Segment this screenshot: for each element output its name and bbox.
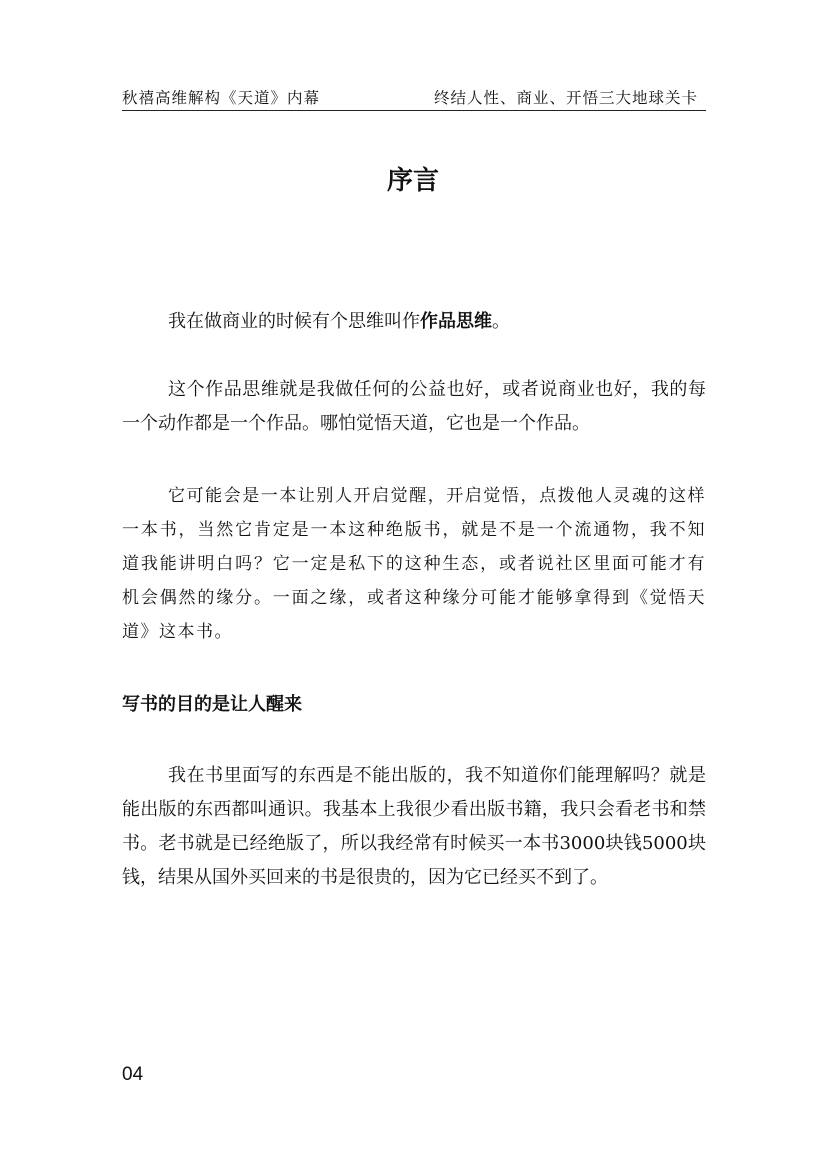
section-heading: 写书的目的是让人醒来 [122,694,302,715]
page-number: 04 [122,1064,144,1085]
paragraph-1-text: 我在做商业的时候有个思维叫作 [168,311,420,332]
paragraph-3: 它可能会是一本让别人开启觉醒，开启觉悟，点拨他人灵魂的这样一本书，当然它肯定是一本这种绝版书，就是不是一个流通物，我不知道我能讲明白吗？它一定是私下的这种生态，或者说社区里面可能才有机会偶然的缘分。一面之缘，或者这种缘分可能才能够拿得到《觉悟天道》这本书。 [122,486,706,642]
paragraph-1-bold-term: 作品思维 [420,311,492,332]
paragraph-1-end: 。 [492,311,510,332]
paragraph-2: 这个作品思维就是我做任何的公益也好，或者说商业也好，我的每一个动作都是一个作品。哪怕觉悟天道，它也是一个作品。 [122,379,706,434]
header-book-title: 秋禧高维解构《天道》内幕 [122,89,321,107]
header-subtitle: 终结人性、商业、开悟三大地球关卡 [433,89,698,107]
chapter-title: 序言 [386,166,439,196]
running-header [122,84,706,111]
paragraph-1 [122,305,706,339]
paragraph-4: 我在书里面写的东西是不能出版的，我不知道你们能理解吗？就是能出版的东西都叫通识。我基本上我很少看出版书籍，我只会看老书和禁书。老书就是已经绝版了，所以我经常有时候买一本书3000块钱5000块钱，结果从国外买回来的书是很贵的，因为它已经买不到了。 [122,765,706,888]
